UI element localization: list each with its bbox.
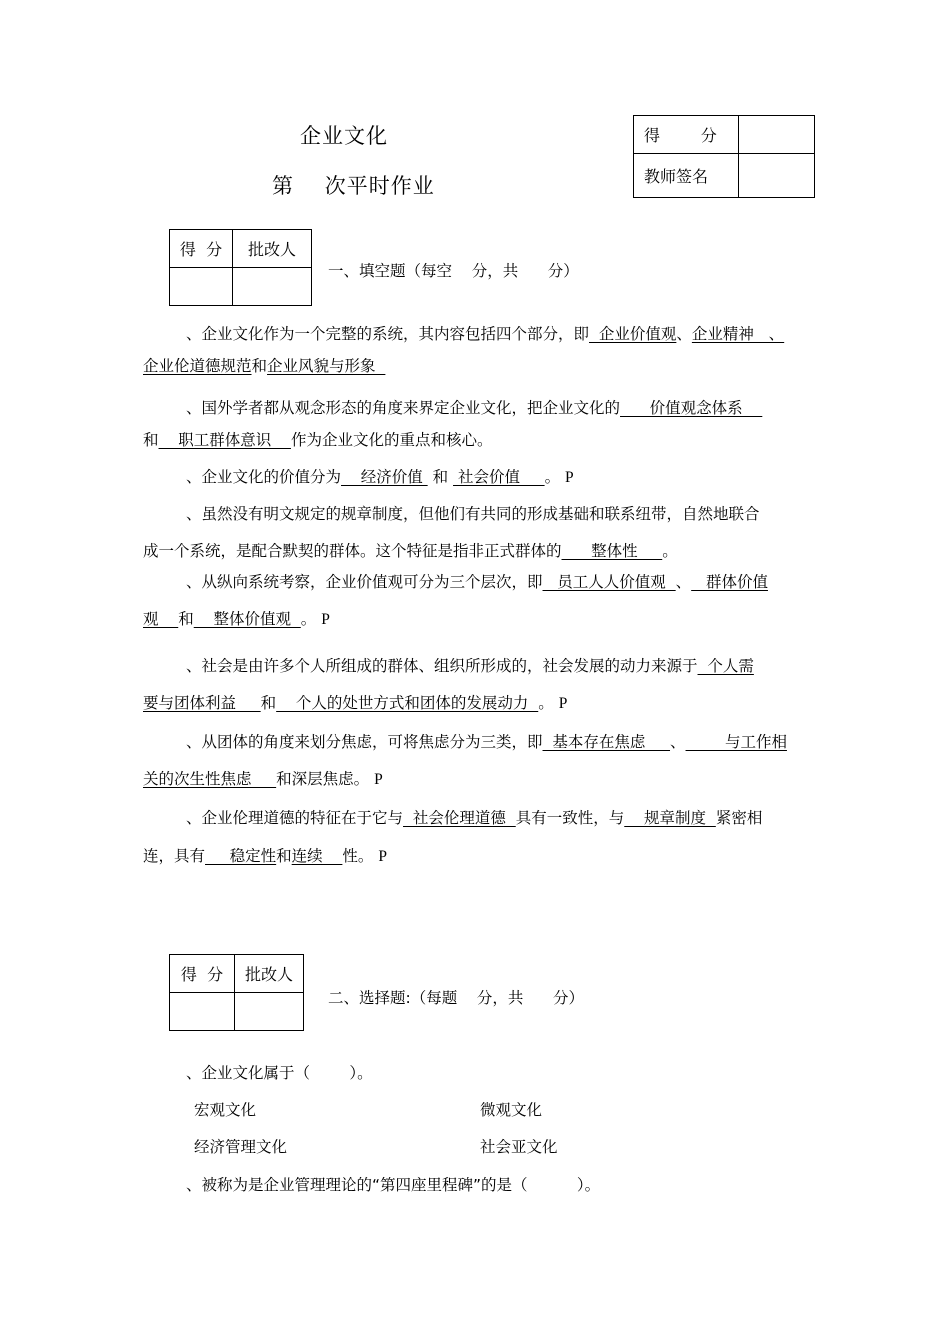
- question-text: 具有一致性，与: [515, 809, 625, 827]
- answer-blank: 职工群体意识: [158, 431, 291, 449]
- answer-blank: 整体价值观: [193, 610, 301, 628]
- question-text: 和: [276, 847, 292, 865]
- section2-grader-field[interactable]: [235, 993, 304, 1031]
- paragraph-mark: P: [558, 695, 568, 712]
- section1-heading: 一、填空题（每空 分，共 分）: [328, 262, 579, 280]
- course-title: 企业文化: [300, 124, 388, 148]
- section1-grade-field[interactable]: [170, 268, 233, 306]
- question-text: 、: [670, 733, 686, 751]
- question-text: 作为企业文化的重点和核心。: [290, 431, 493, 449]
- question-text: 和深层焦虑。: [276, 770, 370, 788]
- answer-blank: 企业风貌与形象: [267, 357, 386, 375]
- question-text: 。: [538, 694, 554, 712]
- question-text: 和: [427, 468, 454, 486]
- question-1-line-1: [186, 324, 784, 344]
- paragraph-mark: P: [321, 611, 330, 628]
- question-text: 。: [662, 542, 678, 560]
- mc-question-1: 、企业文化属于（ ）。: [186, 1064, 373, 1082]
- answer-blank: 规章制度: [624, 809, 716, 827]
- question-6-line-1: [186, 656, 754, 676]
- mc-1-option-c: 经济管理文化: [194, 1138, 288, 1156]
- question-5-line-1: [186, 572, 768, 592]
- question-4-line-1: [186, 504, 760, 524]
- question-text: 。: [544, 468, 561, 486]
- question-text: 、企业文化作为一个完整的系统，其内容包括四个部分，即: [186, 325, 590, 343]
- answer-blank: 企业伦道德规范: [143, 357, 252, 375]
- question-text: 和: [143, 431, 159, 449]
- teacher-sign-label: 教师签名: [634, 154, 739, 198]
- question-8-line-1: [186, 808, 762, 828]
- answer-blank: 个人需: [697, 657, 754, 675]
- question-7-line-1: [186, 732, 787, 752]
- question-5-line-2: [143, 609, 330, 630]
- question-text: 性。: [342, 847, 374, 865]
- answer-blank: 基本存在焦虑: [542, 733, 671, 751]
- mc-1-option-d: 社会亚文化: [480, 1138, 558, 1156]
- section2-grade-table: [169, 954, 304, 1031]
- question-7-line-2: [143, 769, 383, 790]
- answer-blank: 经济价值: [341, 468, 428, 486]
- answer-blank: 与工作相: [685, 733, 787, 751]
- section1-grader-field[interactable]: [233, 268, 312, 306]
- section1-grader-label: 批改人: [233, 230, 312, 268]
- question-8-line-2: [143, 846, 387, 867]
- answer-blank: 个人的处世方式和团体的发展动力: [276, 694, 539, 712]
- question-text: 、: [675, 573, 692, 591]
- section2-grade-label: 得 分: [170, 955, 235, 993]
- section2-grade-field[interactable]: [170, 993, 235, 1031]
- question-text: 、从团体的角度来划分焦虑，可将焦虑分为三类，即: [186, 733, 543, 751]
- answer-blank: 企业精神 、: [691, 325, 785, 343]
- score-field[interactable]: [739, 116, 815, 154]
- answer-blank: 整体性: [561, 542, 663, 560]
- question-text: 、虽然没有明文规定的规章制度，但他们有共同的形成基础和联系纽带，自然地联合: [186, 505, 760, 523]
- paragraph-mark: P: [565, 469, 574, 486]
- question-3: [186, 467, 574, 488]
- section1-grade-label: 得 分: [170, 230, 233, 268]
- answer-blank: 员工人人价值观: [542, 573, 676, 591]
- question-text: 和: [178, 610, 194, 628]
- mc-1-option-b: 微观文化: [480, 1101, 543, 1119]
- question-text: 和: [260, 694, 277, 712]
- answer-blank: 连续: [291, 847, 343, 865]
- question-text: 、社会是由许多个人所组成的群体、组织所形成的，社会发展的动力来源于: [186, 657, 698, 675]
- question-6-line-2: [143, 693, 567, 714]
- answer-blank: 群体价值: [691, 573, 768, 591]
- question-text: 、企业文化的价值分为: [186, 468, 342, 486]
- mc-1-option-a: 宏观文化: [194, 1101, 257, 1119]
- answer-blank: 观: [143, 610, 179, 628]
- assignment-title: 第 次平时作业: [272, 174, 435, 198]
- question-1-line-2: [143, 356, 385, 376]
- section2-grader-label: 批改人: [235, 955, 304, 993]
- answer-blank: 社会价值: [453, 468, 545, 486]
- question-text: 、从纵向系统考察，企业价值观可分为三个层次，即: [186, 573, 543, 591]
- answer-blank: 稳定性: [205, 847, 277, 865]
- answer-blank: 价值观念体系: [620, 399, 763, 417]
- question-text: 、国外学者都从观念形态的角度来界定企业文化，把企业文化的: [186, 399, 621, 417]
- answer-blank: 企业价值观: [589, 325, 677, 343]
- answer-blank: 要与团体利益: [143, 694, 261, 712]
- paragraph-mark: P: [374, 771, 383, 788]
- question-text: 成一个系统，是配合默契的群体。这个特征是指非正式群体的: [143, 542, 562, 560]
- score-label: 得 分: [634, 116, 739, 154]
- question-text: 、企业伦理道德的特征在于它与: [186, 809, 404, 827]
- answer-blank: 关的次生性焦虑: [143, 770, 277, 788]
- answer-blank: 社会伦理道德: [403, 809, 516, 827]
- question-text: 。: [300, 610, 317, 628]
- mc-question-2: 、被称为是企业管理理论的“第四座里程碑”的是（ ）。: [186, 1176, 601, 1194]
- score-signature-table: [633, 115, 815, 198]
- question-2-line-1: [186, 398, 762, 418]
- question-4-line-2: [143, 541, 678, 561]
- question-text: 和: [251, 357, 268, 375]
- question-2-line-2: [143, 430, 492, 450]
- question-text: 紧密相: [715, 809, 763, 827]
- paragraph-mark: P: [378, 848, 387, 865]
- section1-grade-table: [169, 229, 312, 306]
- question-text: 连，具有: [143, 847, 206, 865]
- question-text: 、: [676, 325, 692, 343]
- section2-heading: 二、选择题:（每题 分，共 分）: [328, 989, 584, 1007]
- teacher-sign-field[interactable]: [739, 154, 815, 198]
